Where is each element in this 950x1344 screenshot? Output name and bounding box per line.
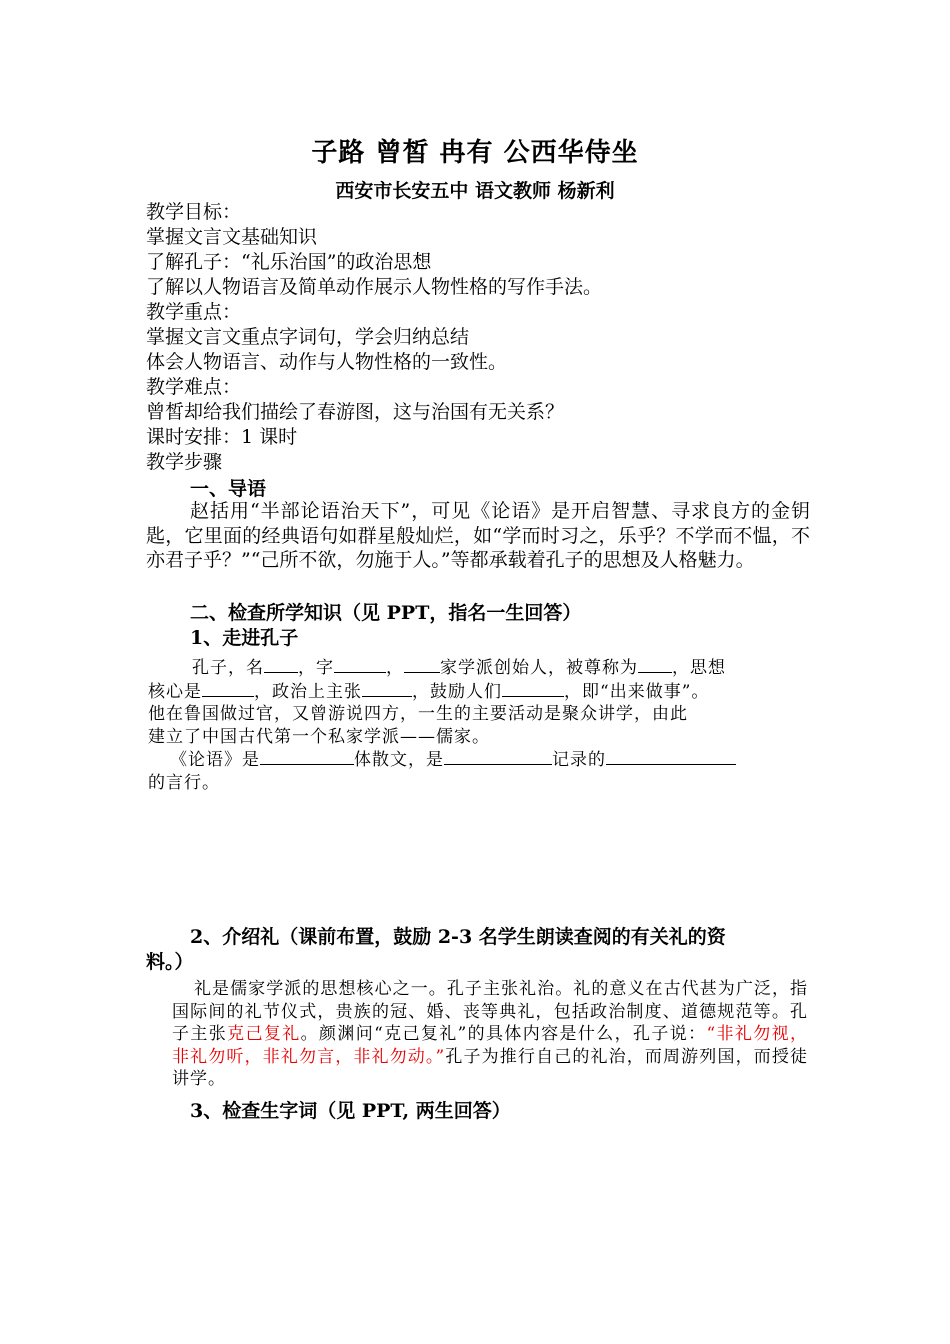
blank-field[interactable]: [606, 748, 736, 765]
difficulty-text: 曾皙却给我们描绘了春游图，这与治国有无关系？: [146, 401, 565, 423]
li-paragraph: 礼是儒家学派的思想核心之一。孔子主张礼治。礼的意义在古代甚为广泛，指国际间的礼节仪式，贵族的冠、婚、丧等典礼，包括政治制度、道德规范等。孔子主张克己复礼。颜渊问“克己复礼”的具体内容是什么，孔子说：“非礼勿视，非礼勿听，非礼勿言，非礼勿动。”孔子为推行自己的礼治，而周游列国，而授徒讲学。: [172, 979, 809, 1089]
subsection-heading-confucius: 1、走进孔子: [190, 627, 299, 649]
blank-field[interactable]: [502, 680, 564, 697]
keypoint-item: 体会人物语言、动作与人物性格的一致性。: [146, 351, 508, 373]
blank-field[interactable]: [264, 656, 298, 673]
class-schedule: 课时安排：1 课时: [146, 426, 298, 448]
subsection-heading-li-b: 料。）: [146, 951, 194, 973]
subsection-heading-li-a: 2、介绍礼（课前布置，鼓励 2-3 名学生朗读查阅的有关礼的资: [190, 926, 726, 948]
confucius-fill-blank: 孔子，名 ，字 ， 家学派创始人，被尊称为 ，思想 核心是 ，政治上主张 ，鼓励人们 ，即“出来做事”。 他在鲁国做过官，又曾游说四方，一生的主要活动是聚众讲学，由此 建立了中国古代第一个私家学派——儒家。 《论语》是 体散文，是 记录的 的言行。: [148, 656, 808, 794]
objective-item: 了解以人物语言及简单动作展示人物性格的写作手法。: [146, 276, 603, 298]
blank-field[interactable]: [260, 748, 354, 765]
keypoints-label: 教学重点：: [146, 301, 242, 323]
intro-paragraph: 赵括用“半部论语治天下”，可见《论语》是开启智慧、寻求良方的金钥匙，它里面的经典语句如群星般灿烂，如“学而时习之，乐乎？不学而不愠，不亦君子乎？”“己所不欲，勿施于人。”等都承载着孔子的思想及人格魅力。: [146, 500, 810, 571]
objective-item: 掌握文言文基础知识: [146, 226, 318, 248]
difficulty-label: 教学难点：: [146, 376, 242, 398]
steps-label: 教学步骤: [146, 451, 223, 473]
blank-field[interactable]: [202, 680, 254, 697]
page-title: 子路 曾皙 冉有 公西华侍坐: [311, 138, 639, 168]
section-heading-intro: 一、导语: [190, 478, 267, 500]
objective-item: 了解孔子：“礼乐治国”的政治思想: [146, 251, 432, 273]
section-heading-review: 二、检查所学知识（见 PPT，指名一生回答）: [190, 602, 582, 624]
blank-field[interactable]: [444, 748, 552, 765]
quote-text: “非礼勿视，非礼勿听，非礼勿言，非礼勿动。”: [172, 1024, 809, 1067]
blank-field[interactable]: [638, 656, 672, 673]
keypoint-item: 掌握文言文重点字词句，学会归纳总结: [146, 326, 470, 348]
blank-field[interactable]: [362, 680, 412, 697]
blank-field[interactable]: [334, 656, 386, 673]
author-line: 西安市长安五中 语文教师 杨新利: [335, 180, 615, 202]
subsection-heading-vocab: 3、检查生字词（见 PPT, 两生回答）: [190, 1100, 511, 1122]
emphasis-text: 克己复礼: [227, 1024, 301, 1044]
blank-field[interactable]: [404, 656, 440, 673]
objectives-label: 教学目标：: [146, 201, 242, 223]
